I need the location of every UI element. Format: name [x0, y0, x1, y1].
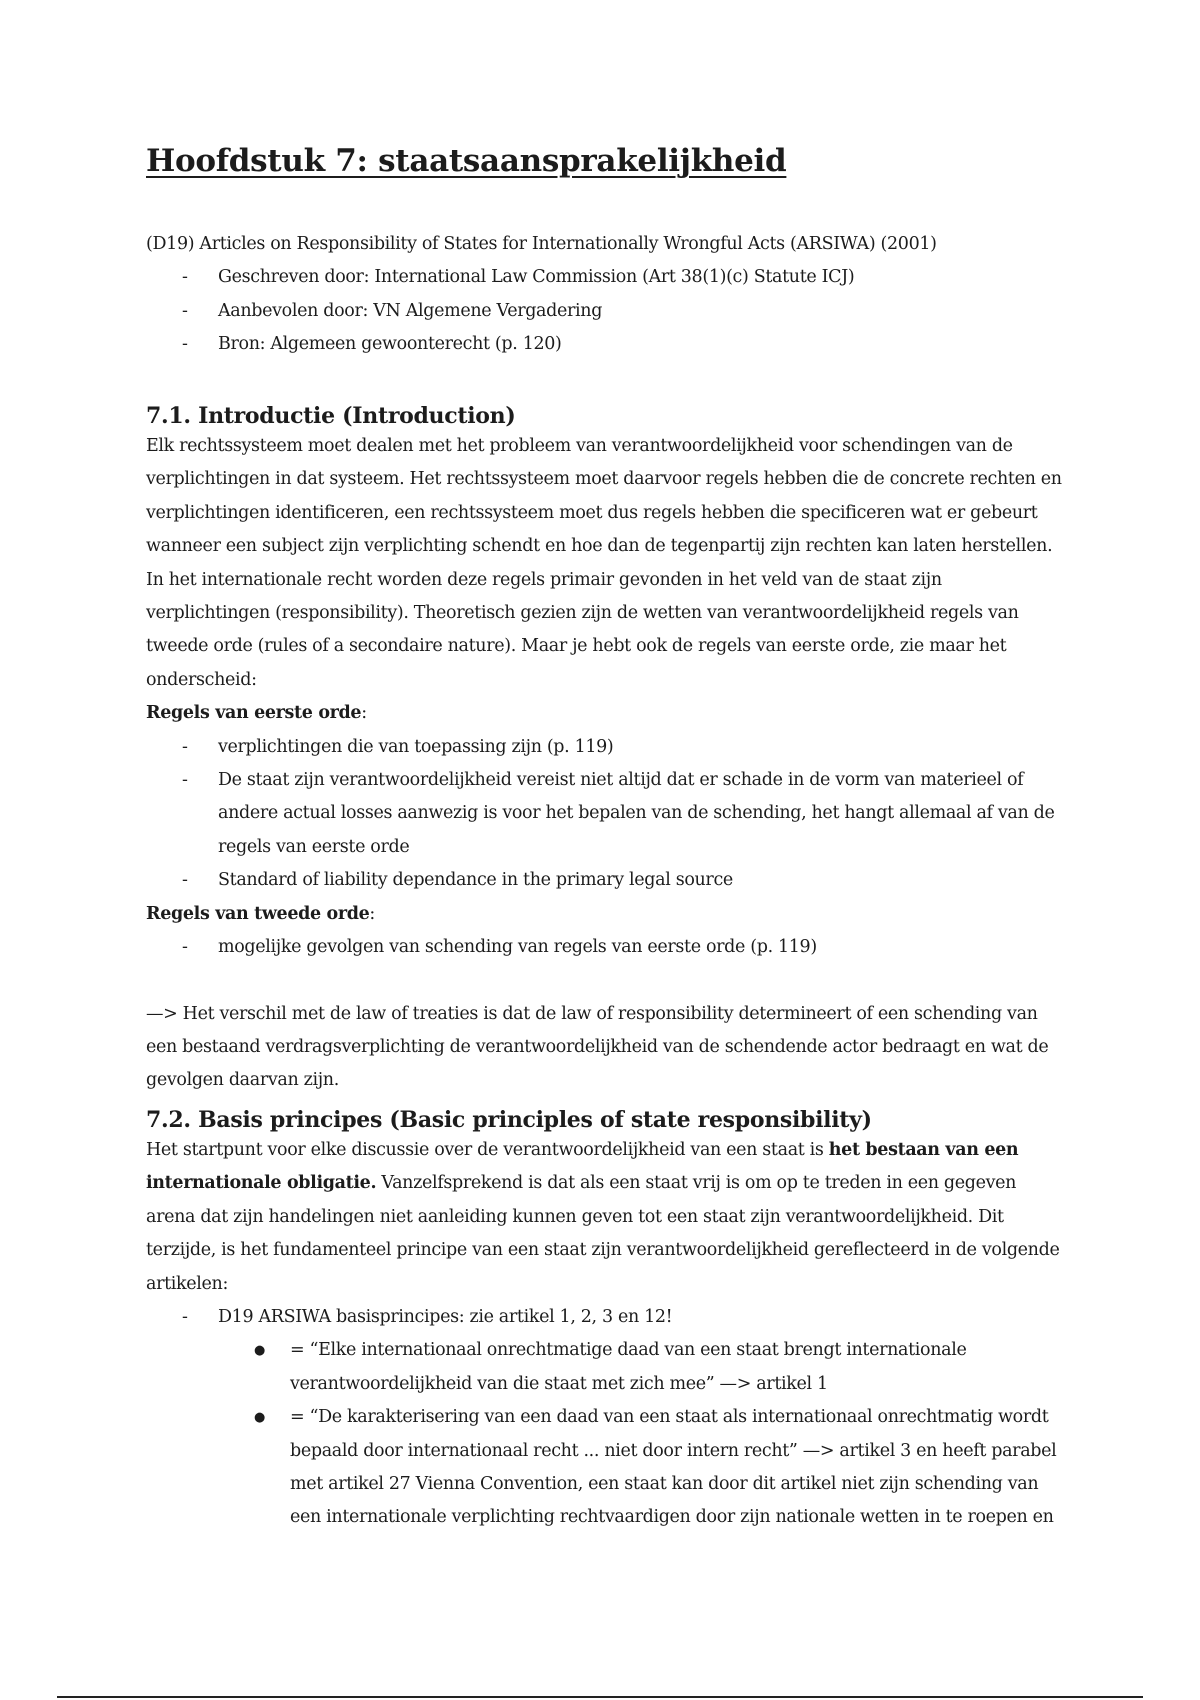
treaty-note: —> Het verschil met de law of treaties is dat de law of responsibility determineert of een schending van een bestaand verdragsverplichting de verantwoordelijkheid van de schendende actor bedraagt en wat de gevolgen daarvan zijn.: [146, 1003, 1049, 1091]
source-line: (D19) Articles on Responsibility of States for Internationally Wrongful Acts (ARSIWA) (2001): [146, 234, 937, 254]
first-order-heading: [146, 697, 1066, 730]
colon: :: [369, 903, 375, 924]
section-introductie: [146, 399, 1066, 1098]
bullet-item: ● = “De karakterisering van een daad van een staat als internationaal onrechtmatig wordt bepaald door internationaal recht ... niet door intern recht” —> artikel 3 en heeft parabel met artikel 27 Vienna Convention, een staat kan door dit artikel niet zijn schending van een internationale verplichting rechtvaardigen door zijn nationale wetten in te roepen en: [146, 1401, 1066, 1535]
principles-list: [146, 1301, 1066, 1535]
intro-list: [146, 261, 1066, 361]
section-paragraph: [146, 1134, 1066, 1301]
chapter-title: Hoofdstuk 7: staatsaansprakelijkheid: [146, 143, 787, 179]
section-heading: 7.1. Introductie (Introduction): [146, 403, 516, 429]
first-order-label: Regels van eerste orde: [146, 703, 362, 724]
list-item: - mogelijke gevolgen van schending van regels van eerste orde (p. 119): [146, 931, 1066, 964]
list-item: - Geschreven door: International Law Commission (Art 38(1)(c) Statute ICJ): [146, 261, 1066, 294]
page-bottom-rule: [57, 1696, 1143, 1698]
first-order-list: [146, 731, 1066, 898]
list-item: - Aanbevolen door: VN Algemene Vergadering: [146, 295, 1066, 328]
list-item: - Bron: Algemeen gewoonterecht (p. 120): [146, 328, 1066, 361]
bullet-item: ● = “Elke internationaal onrechtmatige daad van een staat brengt internationale verantwoordelijkheid van die staat met zich mee” —> artikel 1: [146, 1334, 1066, 1401]
second-order-heading: [146, 898, 1066, 931]
section-heading: 7.2. Basis principes (Basic principles of state responsibility): [146, 1107, 872, 1133]
second-order-list: [146, 931, 1066, 964]
paragraph-emphasis: het bestaan van een internationale obligatie.: [146, 1140, 1019, 1194]
paragraph-text: Het startpunt voor elke discussie over de verantwoordelijkheid van een staat is: [146, 1140, 829, 1160]
list-item: - verplichtingen die van toepassing zijn (p. 119): [146, 731, 1066, 764]
list-item: - D19 ARSIWA basisprincipes: zie artikel 1, 2, 3 en 12!: [146, 1301, 1066, 1334]
list-item: - De staat zijn verantwoordelijkheid vereist niet altijd dat er schade in de vorm van materieel of andere actual losses aanwezig is voor het bepalen van de schending, het hangt allemaal af van de regels van eerste orde: [146, 764, 1066, 864]
section-basis-principes: [146, 1103, 1066, 1535]
list-item: - Standard of liability dependance in the primary legal source: [146, 864, 1066, 897]
paragraph-text: Vanzelfsprekend is dat als een staat vrij is om op te treden in een gegeven arena dat zijn handelingen niet aanleiding kunnen geven tot een staat zijn verantwoordelijkheid. Dit terzijde, is het fundamenteel principe van een staat zijn verantwoordelijkheid gereflecteerd in de volgende artikelen:: [146, 1173, 1060, 1294]
second-order-label: Regels van tweede orde: [146, 903, 370, 924]
section-paragraph: Elk rechtssysteem moet dealen met het probleem van verantwoordelijkheid voor schendingen van de verplichtingen in dat systeem. Het rechtssysteem moet daarvoor regels hebben die de concrete rechten en verplichtingen identificeren, een rechtssysteem moet dus regels hebben die specificeren wat er gebeurt wanneer een subject zijn verplichting schendt en hoe dan de tegenpartij zijn rechten kan laten herstellen. In het internationale recht worden deze regels primair gevonden in het veld van de staat zijn verplichtingen (responsibility). Theoretisch gezien zijn de wetten van verantwoordelijkheid regels van tweede orde (rules of a secondaire nature). Maar je hebt ook de regels van eerste orde, zie maar het onderscheid:: [146, 436, 1062, 690]
intro-block: [146, 228, 1066, 362]
colon: :: [361, 703, 367, 724]
